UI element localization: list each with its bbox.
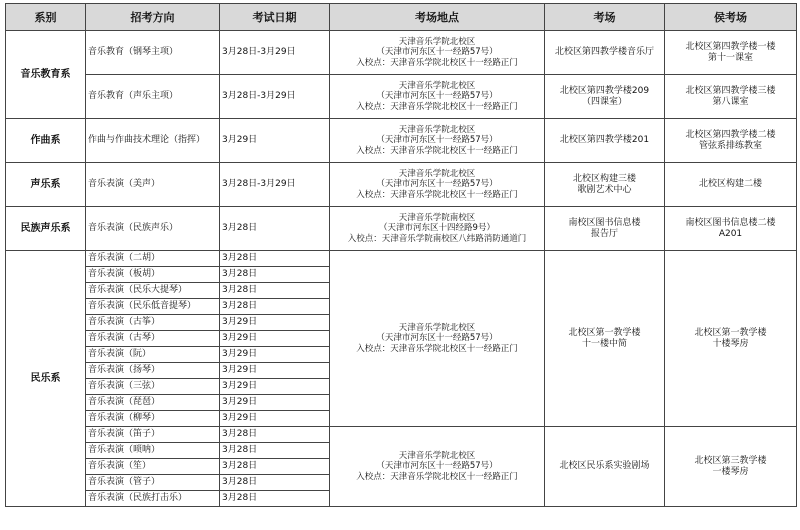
major-cell: 音乐表演（三弦） [86, 379, 220, 395]
major-cell: 音乐教育（声乐主项） [86, 75, 220, 119]
room-line: 北校区民乐系实验剧场 [559, 461, 650, 471]
dept-cell: 声乐系 [6, 163, 86, 207]
waiting-room-cell [665, 119, 797, 163]
date-cell: 3月28日 [220, 443, 330, 459]
location-line: 入校点：天津音乐学院北校区十一经路正门 [356, 189, 518, 200]
room-line: 北校区构建三楼 [572, 173, 636, 184]
room-cell [545, 427, 665, 507]
date-cell: 3月28日 [220, 491, 330, 507]
dept-cell: 作曲系 [6, 119, 86, 163]
date-cell: 3月29日 [220, 347, 330, 363]
location-cell [330, 163, 545, 207]
header-waiting-room: 侯考场 [665, 4, 797, 31]
waiting-line: 北校区第四教学楼二楼 [685, 129, 776, 140]
waiting-room-cell [665, 31, 797, 75]
major-cell: 音乐表演（二胡） [86, 251, 220, 267]
waiting-line: A201 [718, 228, 743, 239]
waiting-room-cell [665, 427, 797, 507]
date-cell: 3月28日 [220, 207, 330, 251]
date-cell: 3月28日-3月29日 [220, 163, 330, 207]
location-line: 天津音乐学院北校区 [398, 322, 476, 333]
room-line: 北校区第四教学楼201 [559, 135, 650, 145]
waiting-room-cell [665, 207, 797, 251]
location-line: （天津市河东区十四经路9号） [379, 223, 495, 234]
waiting-line: 北校区第三教学楼 [694, 455, 767, 466]
location-line: 天津音乐学院北校区 [398, 124, 476, 135]
room-line: 歌剧艺术中心 [577, 184, 632, 195]
date-cell: 3月29日 [220, 379, 330, 395]
location-line: 天津音乐学院北校区 [398, 450, 476, 461]
major-cell: 音乐表演（板胡） [86, 267, 220, 283]
location-line: 天津音乐学院北校区 [398, 168, 476, 179]
location-line: 入校点：天津音乐学院南校区八纬路消防通道门 [347, 233, 527, 244]
room-cell [545, 31, 665, 75]
location-line: 入校点：天津音乐学院北校区十一经路正门 [356, 343, 518, 354]
room-line: 报告厅 [590, 228, 618, 239]
location-line: 入校点：天津音乐学院北校区十一经路正门 [356, 101, 518, 112]
location-line: 入校点：天津音乐学院北校区十一经路正门 [356, 471, 518, 482]
date-cell: 3月29日 [220, 411, 330, 427]
room-cell [545, 207, 665, 251]
waiting-line: 十楼琴房 [712, 338, 749, 349]
major-cell: 音乐表演（管子） [86, 475, 220, 491]
schedule-table [5, 3, 797, 507]
header-dept: 系别 [6, 4, 86, 31]
table-row [6, 31, 797, 75]
major-cell: 音乐表演（唢呐） [86, 443, 220, 459]
header-location: 考场地点 [330, 4, 545, 31]
location-cell [330, 427, 545, 507]
location-line: （天津市河东区十一经路57号） [376, 47, 498, 58]
table-row [6, 119, 797, 163]
date-cell: 3月28日-3月29日 [220, 31, 330, 75]
dept-cell: 民族声乐系 [6, 207, 86, 251]
room-line: 十一楼中简 [581, 338, 627, 349]
header-row [6, 4, 797, 31]
table-row [6, 207, 797, 251]
major-cell: 音乐表演（民乐低音提琴） [86, 299, 220, 315]
date-cell: 3月29日 [220, 331, 330, 347]
header-date: 考试日期 [220, 4, 330, 31]
location-cell [330, 207, 545, 251]
major-cell: 音乐表演（古筝） [86, 315, 220, 331]
major-cell: 音乐表演（民乐大提琴） [86, 283, 220, 299]
location-cell [330, 75, 545, 119]
room-cell [545, 163, 665, 207]
waiting-line: 北校区构建二楼 [698, 179, 762, 189]
date-cell: 3月28日 [220, 475, 330, 491]
date-cell: 3月28日 [220, 267, 330, 283]
date-cell: 3月29日 [220, 119, 330, 163]
date-cell: 3月28日 [220, 299, 330, 315]
major-cell: 音乐表演（笛子） [86, 427, 220, 443]
waiting-line: 管弦系排练教室 [698, 140, 762, 151]
date-cell: 3月28日 [220, 283, 330, 299]
location-line: 入校点：天津音乐学院北校区十一经路正门 [356, 145, 518, 156]
room-cell [545, 119, 665, 163]
date-cell: 3月28日-3月29日 [220, 75, 330, 119]
table-row [6, 427, 797, 443]
major-cell: 音乐表演（琵琶） [86, 395, 220, 411]
location-cell [330, 31, 545, 75]
waiting-line: 南校区图书信息楼二楼 [685, 217, 776, 228]
waiting-line: 一楼琴房 [712, 466, 749, 477]
location-line: 天津音乐学院北校区 [398, 36, 476, 47]
table-row [6, 75, 797, 119]
waiting-line: 北校区第四教学楼三楼 [685, 85, 776, 96]
location-cell [330, 251, 545, 427]
dept-cell: 民乐系 [6, 251, 86, 507]
waiting-line: 第八课室 [712, 96, 749, 107]
major-cell: 音乐表演（柳琴） [86, 411, 220, 427]
location-cell [330, 119, 545, 163]
room-line: 北校区第四教学楼209 [559, 85, 650, 96]
table-row [6, 251, 797, 267]
major-cell: 音乐教育（钢琴主项） [86, 31, 220, 75]
major-cell: 音乐表演（民族打击乐） [86, 491, 220, 507]
waiting-line: 第十一课室 [707, 52, 753, 63]
waiting-room-cell [665, 75, 797, 119]
location-line: 天津音乐学院南校区 [398, 212, 476, 223]
major-cell: 音乐表演（阮） [86, 347, 220, 363]
room-line: 北校区第一教学楼 [568, 327, 641, 338]
location-line: （天津市河东区十一经路57号） [376, 91, 498, 102]
location-line: 入校点：天津音乐学院北校区十一经路正门 [356, 57, 518, 68]
room-cell [545, 251, 665, 427]
location-line: （天津市河东区十一经路57号） [376, 135, 498, 146]
major-cell: 音乐表演（美声） [86, 163, 220, 207]
date-cell: 3月28日 [220, 427, 330, 443]
waiting-room-cell [665, 163, 797, 207]
exam-schedule [5, 3, 796, 507]
room-cell [545, 75, 665, 119]
date-cell: 3月29日 [220, 363, 330, 379]
major-cell: 音乐表演（民族声乐） [86, 207, 220, 251]
major-cell: 作曲与作曲技术理论（指挥） [86, 119, 220, 163]
date-cell: 3月29日 [220, 315, 330, 331]
date-cell: 3月28日 [220, 459, 330, 475]
waiting-line: 北校区第四教学楼一楼 [685, 41, 776, 52]
location-line: 天津音乐学院北校区 [398, 80, 476, 91]
major-cell: 音乐表演（扬琴） [86, 363, 220, 379]
waiting-room-cell [665, 251, 797, 427]
header-major: 招考方向 [86, 4, 220, 31]
dept-cell: 音乐教育系 [6, 31, 86, 119]
room-line: 北校区第四教学楼音乐厅 [554, 47, 654, 57]
location-line: （天津市河东区十一经路57号） [376, 333, 498, 344]
waiting-line: 北校区第一教学楼 [694, 327, 767, 338]
room-line: 南校区图书信息楼 [568, 217, 641, 228]
location-line: （天津市河东区十一经路57号） [376, 179, 498, 190]
date-cell: 3月29日 [220, 395, 330, 411]
major-cell: 音乐表演（古琴） [86, 331, 220, 347]
date-cell: 3月28日 [220, 251, 330, 267]
room-line: （四课室） [581, 96, 627, 107]
table-row [6, 163, 797, 207]
location-line: （天津市河东区十一经路57号） [376, 461, 498, 472]
major-cell: 音乐表演（笙） [86, 459, 220, 475]
header-room: 考场 [545, 4, 665, 31]
